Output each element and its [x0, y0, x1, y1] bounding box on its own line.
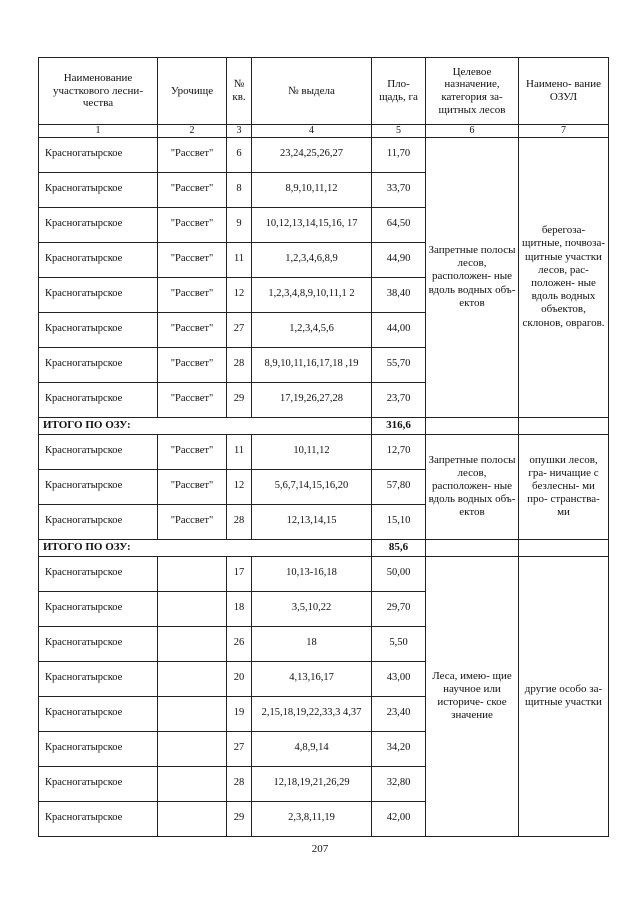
forestry-cell: Красногатырское	[39, 801, 158, 836]
header-forestry: Наименование участкового лесни- чества	[39, 58, 158, 125]
vydel-cell: 2,3,8,11,19	[252, 801, 372, 836]
area-cell: 38,40	[372, 277, 426, 312]
vydel-cell: 18	[252, 626, 372, 661]
tract-cell: "Рассвет"	[158, 277, 227, 312]
kv-cell: 28	[227, 347, 252, 382]
forestry-cell: Красногатырское	[39, 137, 158, 172]
vydel-cell: 1,2,3,4,5,6	[252, 312, 372, 347]
forestry-cell: Красногатырское	[39, 591, 158, 626]
column-number-row	[39, 125, 609, 138]
vydel-cell: 4,8,9,14	[252, 731, 372, 766]
kv-cell: 28	[227, 766, 252, 801]
tract-cell: "Рассвет"	[158, 382, 227, 417]
area-cell: 12,70	[372, 434, 426, 469]
page-number: 207	[311, 843, 329, 855]
area-cell: 34,20	[372, 731, 426, 766]
area-cell: 44,90	[372, 242, 426, 277]
forestry-cell: Красногатырское	[39, 766, 158, 801]
area-cell: 32,80	[372, 766, 426, 801]
forestry-cell: Красногатырское	[39, 661, 158, 696]
total-value: 316,6	[372, 417, 426, 434]
vydel-cell: 1,2,3,4,8,9,10,11,1 2	[252, 277, 372, 312]
kv-cell: 6	[227, 137, 252, 172]
tract-cell: "Рассвет"	[158, 312, 227, 347]
kv-cell: 17	[227, 556, 252, 591]
vydel-cell: 12,18,19,21,26,29	[252, 766, 372, 801]
tract-cell: "Рассвет"	[158, 242, 227, 277]
forestry-cell: Красногатырское	[39, 277, 158, 312]
ozul-cell: берегоза- щитные, почвоза- щитные участки лесов, рас- положен- ные вдоль водных объектов, склонов, оврагов.	[519, 137, 609, 417]
tract-cell	[158, 766, 227, 801]
kv-cell: 18	[227, 591, 252, 626]
area-cell: 55,70	[372, 347, 426, 382]
column-number: 1	[39, 125, 158, 138]
area-cell: 15,10	[372, 504, 426, 539]
vydel-cell: 12,13,14,15	[252, 504, 372, 539]
forestry-cell: Красногатырское	[39, 312, 158, 347]
area-cell: 43,00	[372, 661, 426, 696]
total-label: ИТОГО ПО ОЗУ:	[39, 539, 372, 556]
total-row	[39, 417, 609, 434]
tract-cell	[158, 556, 227, 591]
forestry-cell: Красногатырское	[39, 504, 158, 539]
tract-cell	[158, 731, 227, 766]
vydel-cell: 4,13,16,17	[252, 661, 372, 696]
ozul-cell: опушки лесов, гра- ничащие с безлесны- ми про- странства- ми	[519, 434, 609, 539]
forestry-cell: Красногатырское	[39, 207, 158, 242]
total-value: 85,6	[372, 539, 426, 556]
kv-cell: 27	[227, 312, 252, 347]
forestry-cell: Красногатырское	[39, 434, 158, 469]
kv-cell: 19	[227, 696, 252, 731]
area-cell: 11,70	[372, 137, 426, 172]
column-number: 3	[227, 125, 252, 138]
area-cell: 5,50	[372, 626, 426, 661]
header-ozul: Наимено- вание ОЗУЛ	[519, 58, 609, 125]
area-cell: 44,00	[372, 312, 426, 347]
tract-cell: "Рассвет"	[158, 469, 227, 504]
total-row	[39, 539, 609, 556]
kv-cell: 9	[227, 207, 252, 242]
area-cell: 57,80	[372, 469, 426, 504]
tract-cell	[158, 591, 227, 626]
kv-cell: 12	[227, 469, 252, 504]
header-vydel: № выдела	[252, 58, 372, 125]
kv-cell: 27	[227, 731, 252, 766]
forestry-cell: Красногатырское	[39, 696, 158, 731]
tract-cell: "Рассвет"	[158, 137, 227, 172]
forestry-cell: Красногатырское	[39, 242, 158, 277]
vydel-cell: 3,5,10,22	[252, 591, 372, 626]
kv-cell: 11	[227, 434, 252, 469]
tract-cell	[158, 626, 227, 661]
tract-cell: "Рассвет"	[158, 434, 227, 469]
area-cell: 64,50	[372, 207, 426, 242]
column-number: 2	[158, 125, 227, 138]
area-cell: 29,70	[372, 591, 426, 626]
table-row	[39, 434, 609, 469]
kv-cell: 29	[227, 801, 252, 836]
forestry-cell: Красногатырское	[39, 382, 158, 417]
purpose-cell: Леса, имею- щие научное или историче- ское значение	[426, 556, 519, 836]
ozul-cell: другие особо за- щитные участки	[519, 556, 609, 836]
forestry-cell: Красногатырское	[39, 731, 158, 766]
tract-cell	[158, 661, 227, 696]
purpose-cell: Запретные полосы лесов, расположен- ные вдоль водных объ- ектов	[426, 137, 519, 417]
vydel-cell: 10,13-16,18	[252, 556, 372, 591]
forestry-cell: Красногатырское	[39, 347, 158, 382]
kv-cell: 28	[227, 504, 252, 539]
vydel-cell: 23,24,25,26,27	[252, 137, 372, 172]
kv-cell: 26	[227, 626, 252, 661]
area-cell: 23,70	[372, 382, 426, 417]
tract-cell: "Рассвет"	[158, 207, 227, 242]
tract-cell	[158, 801, 227, 836]
total-label: ИТОГО ПО ОЗУ:	[39, 417, 372, 434]
tract-cell	[158, 696, 227, 731]
vydel-cell: 10,11,12	[252, 434, 372, 469]
column-number: 6	[426, 125, 519, 138]
vydel-cell: 17,19,26,27,28	[252, 382, 372, 417]
forestry-cell: Красногатырское	[39, 172, 158, 207]
header-purpose: Целевое назначение, категория за- щитных лесов	[426, 58, 519, 125]
table-row	[39, 137, 609, 172]
vydel-cell: 1,2,3,4,6,8,9	[252, 242, 372, 277]
column-number: 4	[252, 125, 372, 138]
vydel-cell: 10,12,13,14,15,16, 17	[252, 207, 372, 242]
vydel-cell: 8,9,10,11,12	[252, 172, 372, 207]
purpose-cell: Запретные полосы лесов, расположен- ные вдоль водных объ- ектов	[426, 434, 519, 539]
vydel-cell: 8,9,10,11,16,17,18 ,19	[252, 347, 372, 382]
header-area: Пло- щадь, га	[372, 58, 426, 125]
header-kv: № кв.	[227, 58, 252, 125]
tract-cell: "Рассвет"	[158, 347, 227, 382]
kv-cell: 20	[227, 661, 252, 696]
column-number: 5	[372, 125, 426, 138]
kv-cell: 29	[227, 382, 252, 417]
vydel-cell: 5,6,7,14,15,16,20	[252, 469, 372, 504]
area-cell: 23,40	[372, 696, 426, 731]
table-row	[39, 556, 609, 591]
tract-cell: "Рассвет"	[158, 504, 227, 539]
kv-cell: 12	[227, 277, 252, 312]
header-tract: Урочище	[158, 58, 227, 125]
area-cell: 50,00	[372, 556, 426, 591]
forestry-cell: Красногатырское	[39, 469, 158, 504]
kv-cell: 8	[227, 172, 252, 207]
area-cell: 42,00	[372, 801, 426, 836]
area-cell: 33,70	[372, 172, 426, 207]
kv-cell: 11	[227, 242, 252, 277]
forestry-table	[38, 57, 609, 837]
column-number: 7	[519, 125, 609, 138]
forestry-cell: Красногатырское	[39, 556, 158, 591]
tract-cell: "Рассвет"	[158, 172, 227, 207]
forestry-cell: Красногатырское	[39, 626, 158, 661]
vydel-cell: 2,15,18,19,22,33,3 4,37	[252, 696, 372, 731]
